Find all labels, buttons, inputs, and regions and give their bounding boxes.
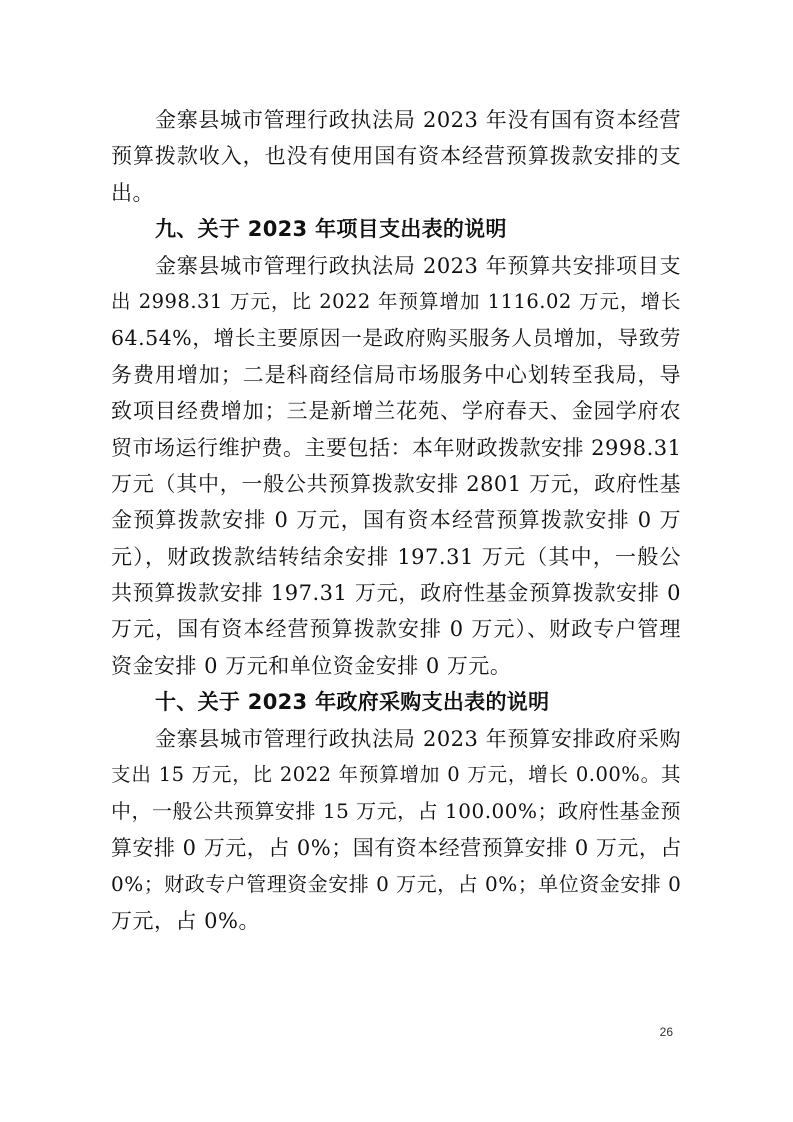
text-line: 共预算拨款安排 197.31 万元，政府性基金预算拨款安排 0 — [111, 581, 681, 606]
text-line: 务费用增加；二是科商经信局市场服务中心划转至我局，导 — [111, 362, 681, 387]
paragraph — [111, 248, 681, 685]
paragraph — [111, 102, 681, 211]
text-line: 贸市场运行维护费。主要包括：本年财政拨款安排 2998.31 — [111, 435, 682, 460]
text-line: 金寨县城市管理行政执法局 2023 年预算安排政府采购 — [155, 726, 681, 751]
text-line: 支出 15 万元，比 2022 年预算增加 0 万元，增长 0.00%。其 — [111, 763, 681, 787]
text-line: 出 2998.31 万元，比 2022 年预算增加 1116.02 万元，增长 — [111, 289, 681, 313]
text-line: 元），财政拨款结转结余安排 197.31 万元（其中，一般公 — [111, 544, 681, 569]
paragraph — [111, 721, 681, 939]
text-line: 万元，国有资本经营预算拨款安排 0 万元）、财政专户管理 — [111, 617, 681, 642]
text-line: 算安排 0 万元，占 0%；国有资本经营预算安排 0 万元，占 — [111, 835, 682, 860]
page-number: 26 — [659, 1025, 673, 1039]
text-line: 金预算拨款安排 0 万元，国有资本经营预算拨款安排 0 万 — [111, 508, 681, 533]
text-line: 致项目经费增加；三是新增兰花苑、学府春天、金园学府农 — [111, 399, 681, 424]
text-line: 万元（其中，一般公共预算拨款安排 2801 万元，政府性基 — [111, 471, 681, 496]
text-line: 金寨县城市管理行政执法局 2023 年预算共安排项目支 — [155, 253, 681, 278]
text-line: 万元，占 0%。 — [111, 908, 260, 933]
text-line: 预算拨款收入，也没有使用国有资本经营预算拨款安排的支 — [111, 144, 681, 169]
text-line: 64.54%，增长主要原因一是政府购买服务人员增加，导致劳 — [111, 326, 681, 351]
section-heading: 九、关于 2023 年项目支出表的说明 — [155, 217, 507, 242]
text-line: 0%；财政专户管理资金安排 0 万元，占 0%；单位资金安排 0 — [111, 872, 682, 897]
section-heading: 十、关于 2023 年政府采购支出表的说明 — [155, 690, 550, 715]
text-line: 金寨县城市管理行政执法局 2023 年没有国有资本经营 — [155, 108, 681, 132]
document-body — [111, 102, 681, 939]
text-line: 资金安排 0 万元和单位资金安排 0 万元。 — [111, 653, 512, 678]
text-line: 出。 — [111, 180, 154, 205]
text-line: 中，一般公共预算安排 15 万元，占 100.00%；政府性基金预 — [111, 799, 682, 824]
